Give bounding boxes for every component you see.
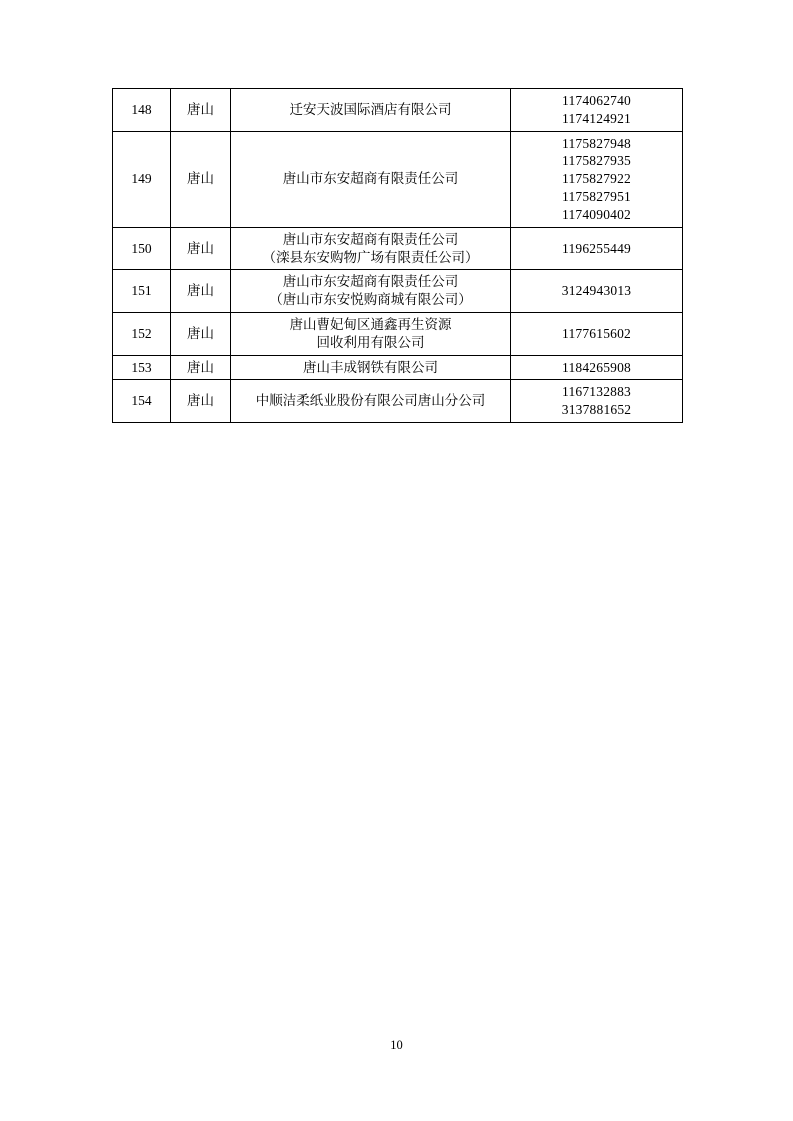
cell-index: 151 — [113, 270, 171, 313]
code-line: 1177615602 — [562, 325, 631, 341]
cell-name — [231, 380, 511, 423]
cell-codes — [511, 380, 683, 423]
code-line: 1175827948 — [562, 135, 631, 151]
cell-city: 唐山 — [171, 227, 231, 270]
code-line: 1196255449 — [562, 240, 631, 256]
cell-index: 148 — [113, 89, 171, 132]
cell-index: 152 — [113, 312, 171, 355]
cell-codes — [511, 227, 683, 270]
code-line: 1175827951 — [562, 189, 631, 205]
cell-name — [231, 131, 511, 227]
code-line: 1174062740 — [562, 93, 631, 108]
name-line: （滦县东安购物广场有限责任公司） — [262, 249, 479, 265]
code-line: 3137881652 — [561, 402, 632, 418]
code-line: 3124943013 — [561, 283, 632, 299]
table-row — [113, 270, 683, 313]
name-line: 唐山曹妃甸区通鑫再生资源 — [289, 316, 452, 332]
cell-codes — [511, 312, 683, 355]
table-row — [113, 380, 683, 423]
table-row — [113, 312, 683, 355]
table-row — [113, 227, 683, 270]
name-line: 中顺洁柔纸业股份有限公司唐山分公司 — [255, 393, 486, 409]
code-line: 1184265908 — [562, 359, 631, 375]
code-line: 1175827935 — [562, 153, 631, 169]
name-line: （唐山市东安悦购商城有限公司） — [269, 292, 472, 308]
name-line: 迁安天波国际酒店有限公司 — [289, 101, 452, 117]
cell-city: 唐山 — [171, 270, 231, 313]
cell-index: 150 — [113, 227, 171, 270]
cell-codes — [511, 270, 683, 313]
cell-city: 唐山 — [171, 89, 231, 132]
cell-name — [231, 312, 511, 355]
cell-index: 154 — [113, 380, 171, 423]
cell-name — [231, 227, 511, 270]
page-number: 10 — [390, 1038, 403, 1052]
cell-name — [231, 270, 511, 313]
cell-name — [231, 89, 511, 132]
table-row — [113, 89, 683, 132]
code-line: 1174090402 — [562, 206, 631, 222]
cell-city: 唐山 — [171, 131, 231, 227]
code-line: 1175827922 — [562, 171, 631, 187]
cell-codes — [511, 131, 683, 227]
code-line: 1174124921 — [562, 110, 631, 126]
enterprise-table — [112, 88, 683, 423]
table-row — [113, 355, 683, 380]
cell-codes — [511, 355, 683, 380]
cell-city: 唐山 — [171, 355, 231, 380]
cell-city: 唐山 — [171, 380, 231, 423]
cell-index: 149 — [113, 131, 171, 227]
table-row — [113, 131, 683, 227]
table-body — [113, 89, 683, 423]
cell-codes — [511, 89, 683, 132]
code-line: 1167132883 — [562, 384, 631, 400]
cell-city: 唐山 — [171, 312, 231, 355]
cell-index: 153 — [113, 355, 171, 380]
cell-name — [231, 355, 511, 380]
name-line: 回收利用有限公司 — [316, 334, 425, 350]
name-line: 唐山市东安超商有限责任公司 — [282, 231, 459, 247]
name-line: 唐山市东安超商有限责任公司 — [282, 274, 459, 290]
name-line: 唐山丰成钢铁有限公司 — [303, 359, 438, 375]
name-line: 唐山市东安超商有限责任公司 — [282, 171, 459, 187]
